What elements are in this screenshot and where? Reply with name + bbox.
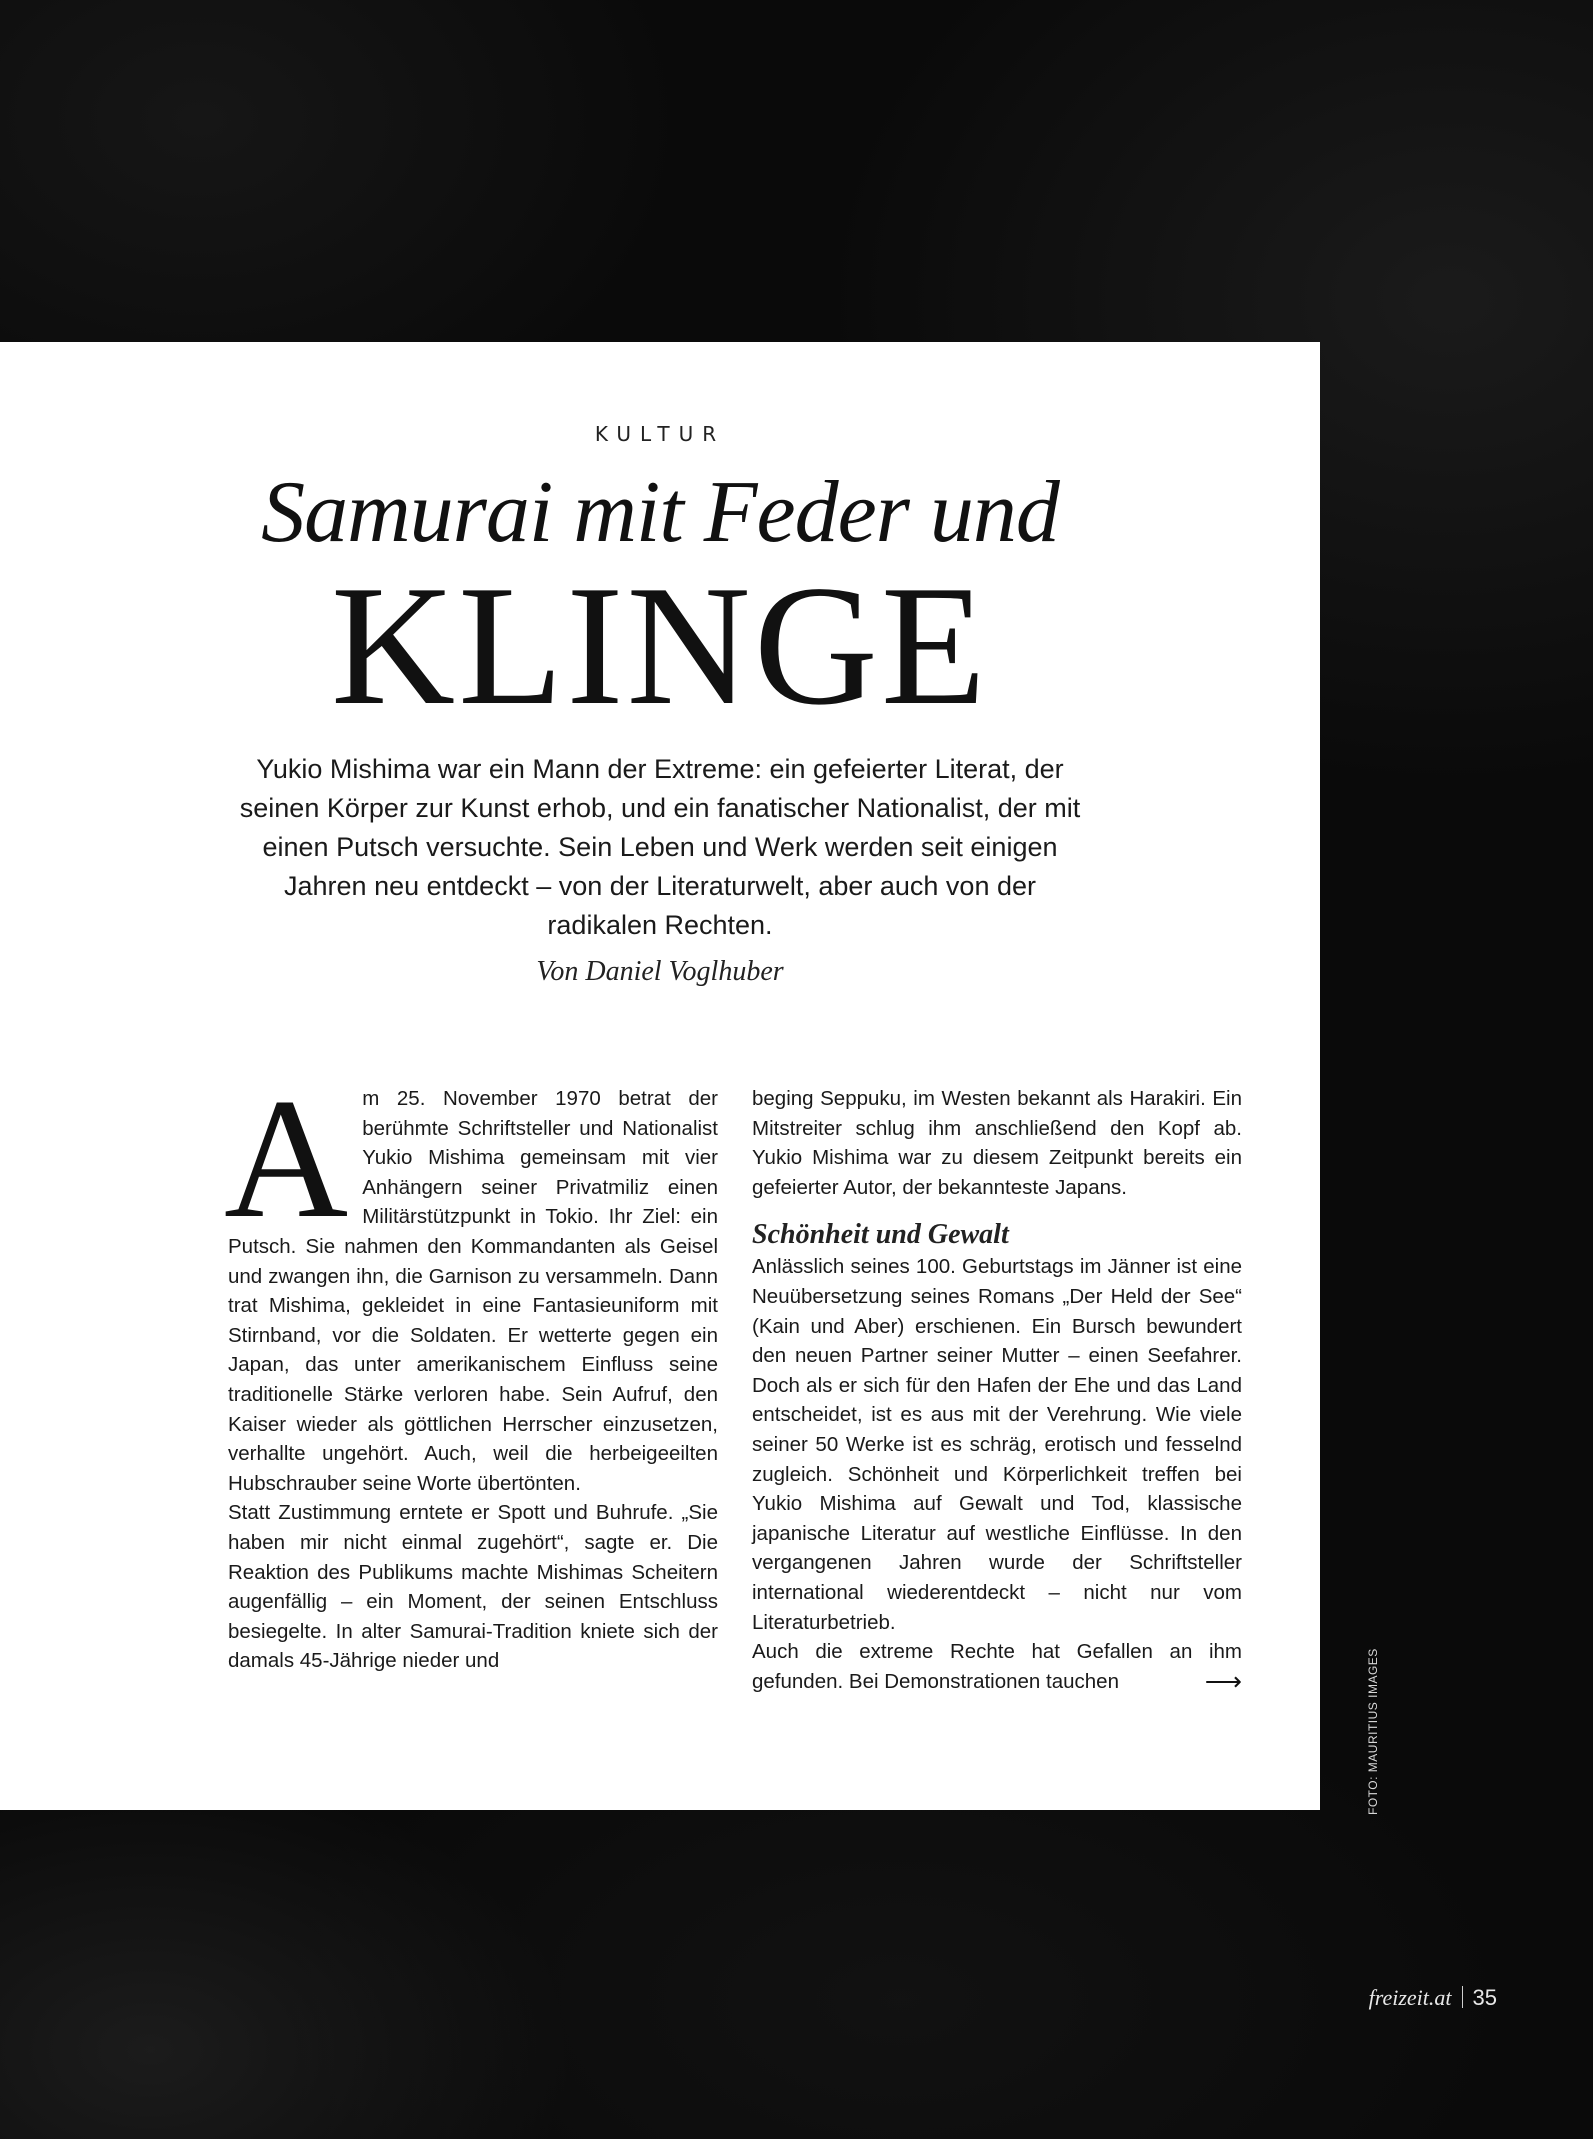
body-paragraph: Statt Zustimmung erntete er Spott und Buhrufe. „Sie haben mir nicht einmal zugehört“, sagte er. Die Reaktion des Publikums machte Mishimas Scheitern augenfällig – ein Moment, der seinen Entschluss besiegelte. In alter Samurai-Tradition kniete sich der damals 45-Jährige nieder und — [228, 1501, 718, 1673]
body-paragraph: Anlässlich seines 100. Geburtstags im Jänner ist eine Neuübersetzung seines Romans „Der Held der See“ (Kain und Aber) erschienen. Ein Bursch bewundert den neuen Partner seiner Mutter – einen Seefahrer. Doch als er sich für den Hafen der Ehe und das Land entscheidet, ist es aus mit der Verehrung. Wie viele seiner 50 Werke ist es schräg, erotisch und fesselnd zugleich. Schönheit und Körperlichkeit treffen bei Yukio Mishima auf Gewalt und Tod, klassische japanische Literatur auf westliche Einflüsse. In den vergangenen Jahren wurde der Schriftsteller international wiederentdeckt – nicht nur vom Literaturbetrieb. — [752, 1255, 1242, 1634]
footer-site: freizeit.at — [1368, 1985, 1452, 2010]
headline-line-1: Samurai mit Feder und — [261, 464, 1059, 561]
body-column-2 — [752, 1084, 1242, 1696]
photo-credit: FOTO: MAURITIUS IMAGES — [1366, 1648, 1380, 1815]
drop-cap: A — [224, 1064, 349, 1254]
byline: Von Daniel Voglhuber — [536, 956, 784, 987]
body-paragraph-last — [752, 1637, 1242, 1696]
footer-divider — [1462, 1986, 1463, 2008]
page-footer — [1369, 1985, 1497, 2011]
body-paragraph: beging Seppuku, im Westen bekannt als Harakiri. Ein Mitstreiter schlug ihm anschließend den Kopf ab. Yukio Mishima war zu diesem Zeitpunkt bereits ein gefeierter Autor, der bekannteste Japans. — [752, 1087, 1242, 1199]
headline-line-2: KLINGE — [330, 551, 990, 741]
subheading: Schönheit und Gewalt — [752, 1219, 1009, 1251]
page-number: 35 — [1472, 1985, 1497, 2010]
section-label: KULTUR — [594, 422, 726, 446]
lead-paragraph: Yukio Mishima war ein Mann der Extreme: ein gefeierter Literat, der seinen Körper zur Kunst erhob, und ein fanatischer Nationalist, der mit einen Putsch versuchte. Sein Leben und Werk werden seit einigen Jahren neu entdeckt – von der Literaturwelt, aber auch von der radikalen Rechten. — [239, 754, 1081, 940]
body-paragraph: m 25. November 1970 betrat der berühmte Schriftsteller und Nationalist Yukio Mishima gemeinsam mit vier Anhängern seiner Privatmiliz einen Militärstützpunkt in Tokio. Ihr Ziel: ein Putsch. Sie nahmen den Kommandanten als Geisel und zwangen ihn, die Garnison zu versammeln. Dann trat Mishima, gekleidet in eine Fantasieuniform mit Stirnband, vor die Soldaten. Er wetterte gegen ein Japan, das unter amerikanischem Einfluss seine traditionelle Stärke verloren habe. Sein Aufruf, den Kaiser wieder als göttlichen Herrscher einzusetzen, verhallte ungehört. Auch, weil die herbeigeeilten Hubschrauber seine Worte übertönten. — [228, 1087, 718, 1495]
body-column-1 — [224, 1064, 718, 1676]
body-paragraph-text: Auch die extreme Rechte hat Gefallen an ihm gefunden. Bei Demonstrationen tauchen — [752, 1640, 1242, 1693]
article-panel — [0, 342, 1320, 1810]
continue-arrow-icon: ⟶ — [1204, 1665, 1242, 1696]
